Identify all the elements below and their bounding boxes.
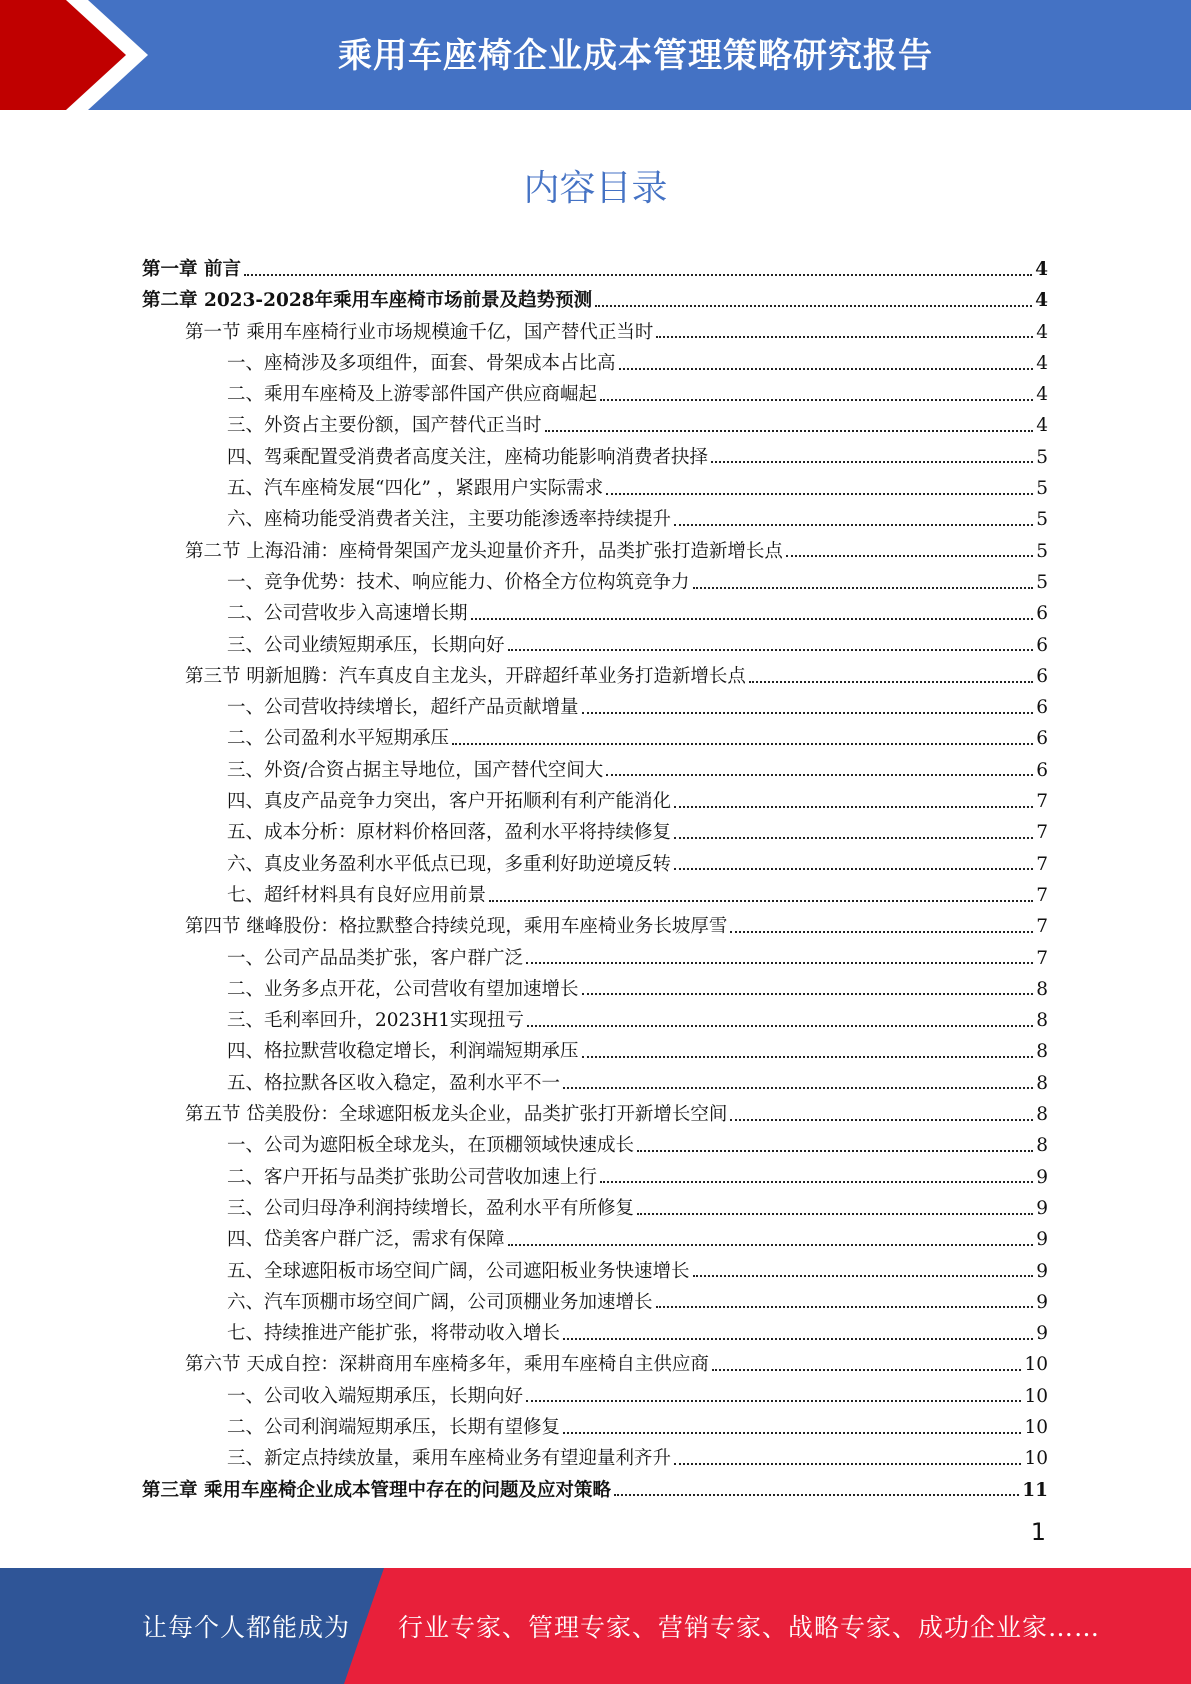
toc-entry-title: 四、驾乘配置受消费者高度关注，座椅功能影响消费者抉择: [227, 446, 709, 468]
toc-entry-title: 四、格拉默营收稳定增长，利润端短期承压: [227, 1041, 579, 1063]
toc-entry[interactable]: [142, 536, 1048, 567]
toc-entry-page: 6: [1036, 634, 1048, 656]
toc-leader-dots: [595, 305, 1032, 307]
toc-entry-page: 4: [1036, 384, 1048, 406]
toc-entry-title: 第五节 岱美股份：全球遮阳板龙头企业，品类扩张打开新增长空间: [185, 1104, 728, 1126]
toc-entry[interactable]: [142, 849, 1048, 880]
toc-leader-dots: [637, 1150, 1033, 1152]
toc-entry[interactable]: [142, 911, 1048, 942]
chevron-arrow-icon: [0, 0, 160, 110]
toc-entry-title: 第一节 乘用车座椅行业市场规模逾千亿，国产替代正当时: [185, 321, 654, 343]
toc-entry[interactable]: [142, 1256, 1048, 1287]
toc-leader-dots: [244, 274, 1032, 276]
toc-entry-page: 4: [1035, 290, 1048, 312]
toc-entry-title: 五、全球遮阳板市场空间广阔，公司遮阳板业务快速增长: [227, 1260, 690, 1282]
toc-entry[interactable]: [142, 1224, 1048, 1255]
toc-entry[interactable]: [142, 974, 1048, 1005]
toc-entry-page: 9: [1036, 1260, 1048, 1282]
toc-entry-title: 一、公司为遮阳板全球龙头，在顶棚领域快速成长: [227, 1135, 635, 1157]
toc-entry[interactable]: [142, 943, 1048, 974]
footer-banner: [0, 1568, 1191, 1684]
toc-leader-dots: [563, 1338, 1033, 1340]
toc-entry[interactable]: [142, 567, 1048, 598]
toc-entry[interactable]: [142, 1036, 1048, 1067]
toc-entry[interactable]: [142, 1130, 1048, 1161]
toc-entry-page: 6: [1036, 665, 1048, 687]
toc-entry[interactable]: [142, 1005, 1048, 1036]
toc-entry-title: 二、乘用车座椅及上游零部件国产供应商崛起: [227, 384, 598, 406]
toc-entry[interactable]: [142, 254, 1048, 285]
toc-entry-title: 三、公司业绩短期承压，长期向好: [227, 634, 505, 656]
toc-entry[interactable]: [142, 1287, 1048, 1318]
toc-entry-page: 6: [1036, 603, 1048, 625]
toc-entry-page: 5: [1036, 509, 1048, 531]
toc-entry-page: 6: [1036, 728, 1048, 750]
toc-entry-title: 六、汽车顶棚市场空间广阔，公司顶棚业务加速增长: [227, 1291, 653, 1313]
table-of-contents: [142, 254, 1048, 1506]
toc-leader-dots: [606, 774, 1033, 776]
toc-leader-dots: [563, 1432, 1021, 1434]
toc-leader-dots: [730, 1119, 1033, 1121]
toc-entry-page: 8: [1036, 978, 1048, 1000]
toc-entry-page: 8: [1036, 1135, 1048, 1157]
toc-entry[interactable]: [142, 1475, 1048, 1506]
toc-leader-dots: [786, 555, 1033, 557]
toc-entry[interactable]: [142, 1193, 1048, 1224]
toc-entry[interactable]: [142, 1349, 1048, 1380]
toc-entry-page: 5: [1036, 478, 1048, 500]
toc-leader-dots: [656, 336, 1033, 338]
toc-leader-dots: [489, 900, 1033, 902]
toc-leader-dots: [582, 712, 1034, 714]
toc-leader-dots: [711, 461, 1033, 463]
toc-leader-dots: [582, 993, 1034, 995]
toc-entry-title: 三、公司归母净利润持续增长，盈利水平有所修复: [227, 1197, 635, 1219]
toc-entry[interactable]: [142, 504, 1048, 535]
toc-entry-page: 4: [1036, 352, 1048, 374]
toc-entry[interactable]: [142, 1412, 1048, 1443]
toc-entry-title: 二、公司盈利水平短期承压: [227, 728, 450, 750]
toc-entry-title: 第三节 明新旭腾：汽车真皮自主龙头，开辟超纤革业务打造新增长点: [185, 665, 746, 687]
toc-entry[interactable]: [142, 723, 1048, 754]
toc-entry[interactable]: [142, 285, 1048, 316]
toc-entry-title: 三、毛利率回升，2023H1实现扭亏: [227, 1010, 524, 1032]
toc-leader-dots: [526, 1400, 1021, 1402]
toc-entry[interactable]: [142, 755, 1048, 786]
toc-leader-dots: [674, 524, 1033, 526]
toc-leader-dots: [527, 1025, 1033, 1027]
toc-leader-dots: [619, 368, 1034, 370]
toc-leader-dots: [508, 1244, 1034, 1246]
toc-entry-title: 五、格拉默各区收入稳定，盈利水平不一: [227, 1072, 561, 1094]
toc-entry-title: 五、成本分析：原材料价格回落，盈利水平将持续修复: [227, 822, 672, 844]
toc-leader-dots: [637, 1213, 1033, 1215]
toc-entry-page: 10: [1024, 1354, 1048, 1376]
toc-entry[interactable]: [142, 661, 1048, 692]
toc-entry-page: 8: [1036, 1072, 1048, 1094]
toc-entry-title: 三、新定点持续放量，乘用车座椅业务有望迎量利齐升: [227, 1448, 672, 1470]
toc-entry-page: 10: [1024, 1385, 1048, 1407]
toc-entry[interactable]: [142, 1099, 1048, 1130]
toc-entry-page: 10: [1024, 1416, 1048, 1438]
toc-entry-title: 七、持续推进产能扩张，将带动收入增长: [227, 1323, 561, 1345]
toc-entry-title: 二、客户开拓与品类扩张助公司营收加速上行: [227, 1166, 598, 1188]
toc-entry[interactable]: [142, 786, 1048, 817]
toc-entry-title: 二、业务多点开花，公司营收有望加速增长: [227, 978, 579, 1000]
toc-entry-page: 8: [1036, 1104, 1048, 1126]
toc-entry-title: 二、公司营收步入高速增长期: [227, 603, 468, 625]
toc-leader-dots: [545, 430, 1034, 432]
header-banner: [0, 0, 1191, 110]
toc-entry-page: 8: [1036, 1010, 1048, 1032]
toc-leader-dots: [693, 587, 1034, 589]
toc-leader-dots: [606, 493, 1033, 495]
toc-entry-page: 5: [1036, 446, 1048, 468]
toc-entry[interactable]: [142, 1381, 1048, 1412]
toc-entry[interactable]: [142, 817, 1048, 848]
toc-entry-title: 一、座椅涉及多项组件，面套、骨架成本占比高: [227, 352, 616, 374]
toc-entry-page: 6: [1036, 697, 1048, 719]
toc-leader-dots: [712, 1369, 1022, 1371]
toc-entry-page: 4: [1035, 259, 1048, 280]
toc-entry-page: 7: [1036, 853, 1048, 875]
toc-leader-dots: [471, 618, 1034, 620]
toc-entry-page: 4: [1036, 321, 1048, 343]
toc-entry-page: 7: [1036, 884, 1048, 906]
toc-entry-title: 三、外资占主要份额，国产替代正当时: [227, 415, 542, 437]
toc-entry-title: 四、真皮产品竞争力突出，客户开拓顺利有利产能消化: [227, 791, 672, 813]
toc-entry-title: 第三章 乘用车座椅企业成本管理中存在的问题及应对策略: [142, 1479, 611, 1501]
toc-entry[interactable]: [142, 692, 1048, 723]
toc-entry[interactable]: [142, 598, 1048, 629]
toc-leader-dots: [600, 1181, 1033, 1183]
toc-leader-dots: [600, 399, 1033, 401]
toc-entry-page: 6: [1036, 759, 1048, 781]
toc-entry-page: 7: [1036, 822, 1048, 844]
toc-leader-dots: [656, 1306, 1034, 1308]
toc-leader-dots: [614, 1494, 1019, 1496]
toc-entry-page: 11: [1022, 1479, 1048, 1501]
toc-leader-dots: [693, 1275, 1034, 1277]
toc-leader-dots: [674, 806, 1033, 808]
toc-leader-dots: [674, 868, 1033, 870]
toc-entry-page: 9: [1036, 1323, 1048, 1345]
toc-entry[interactable]: [142, 1318, 1048, 1349]
toc-entry-title: 第二节 上海沿浦：座椅骨架国产龙头迎量价齐升，品类扩张打造新增长点: [185, 540, 783, 562]
toc-entry[interactable]: [142, 442, 1048, 473]
toc-entry[interactable]: [142, 473, 1048, 504]
toc-entry-page: 4: [1036, 415, 1048, 437]
report-title: 乘用车座椅企业成本管理策略研究报告: [338, 35, 933, 76]
toc-entry-title: 第二章 2023-2028年乘用车座椅市场前景及趋势预测: [142, 290, 593, 312]
toc-entry[interactable]: [142, 348, 1048, 379]
toc-entry[interactable]: [142, 379, 1048, 410]
toc-entry[interactable]: [142, 630, 1048, 661]
toc-entry-title: 第四节 继峰股份：格拉默整合持续兑现，乘用车座椅业务长坡厚雪: [185, 916, 728, 938]
toc-entry-title: 五、汽车座椅发展“四化” ，紧跟用户实际需求: [227, 478, 604, 500]
toc-entry-page: 8: [1036, 1041, 1048, 1063]
toc-leader-dots: [582, 1056, 1034, 1058]
toc-leader-dots: [730, 931, 1033, 933]
toc-entry-page: 9: [1036, 1291, 1048, 1313]
toc-entry-title: 四、岱美客户群广泛，需求有保障: [227, 1229, 505, 1251]
toc-entry[interactable]: [142, 1443, 1048, 1474]
toc-entry-title: 第六节 天成自控：深耕商用车座椅多年，乘用车座椅自主供应商: [185, 1354, 709, 1376]
toc-entry[interactable]: [142, 317, 1048, 348]
toc-entry-title: 一、公司产品品类扩张，客户群广泛: [227, 947, 524, 969]
toc-entry-page: 5: [1036, 571, 1048, 593]
toc-entry-title: 二、公司利润端短期承压，长期有望修复: [227, 1416, 561, 1438]
page-number: 1: [1030, 1518, 1046, 1546]
toc-leader-dots: [674, 1463, 1021, 1465]
toc-leader-dots: [526, 962, 1033, 964]
toc-leader-dots: [452, 743, 1033, 745]
toc-entry-page: 9: [1036, 1166, 1048, 1188]
toc-heading: 内容目录: [523, 168, 668, 209]
toc-entry-title: 三、外资/合资占据主导地位，国产替代空间大: [227, 759, 604, 781]
toc-entry-title: 一、竞争优势：技术、响应能力、价格全方位构筑竞争力: [227, 571, 690, 593]
toc-entry[interactable]: [142, 1068, 1048, 1099]
toc-entry-page: 10: [1024, 1448, 1048, 1470]
toc-entry-page: 7: [1036, 791, 1048, 813]
toc-entry-title: 一、公司营收持续增长，超纤产品贡献增量: [227, 697, 579, 719]
toc-leader-dots: [563, 1087, 1033, 1089]
toc-entry[interactable]: [142, 880, 1048, 911]
toc-entry-page: 9: [1036, 1197, 1048, 1219]
toc-entry-page: 7: [1036, 947, 1048, 969]
toc-entry[interactable]: [142, 410, 1048, 441]
footer-slogan-right: 行业专家、管理专家、营销专家、战略专家、成功企业家……: [398, 1613, 1101, 1642]
toc-entry-title: 一、公司收入端短期承压，长期向好: [227, 1385, 524, 1407]
toc-leader-dots: [508, 649, 1034, 651]
toc-entry-title: 六、真皮业务盈利水平低点已现，多重利好助逆境反转: [227, 853, 672, 875]
toc-entry[interactable]: [142, 1162, 1048, 1193]
toc-entry-title: 第一章 前言: [142, 259, 241, 280]
toc-leader-dots: [674, 837, 1033, 839]
toc-entry-page: 9: [1036, 1229, 1048, 1251]
toc-entry-title: 七、超纤材料具有良好应用前景: [227, 884, 487, 906]
toc-entry-title: 六、座椅功能受消费者关注，主要功能渗透率持续提升: [227, 509, 672, 531]
footer-slogan-left: 让每个人都能成为: [142, 1613, 351, 1642]
toc-entry-page: 7: [1036, 916, 1048, 938]
toc-leader-dots: [749, 681, 1033, 683]
toc-entry-page: 5: [1036, 540, 1048, 562]
